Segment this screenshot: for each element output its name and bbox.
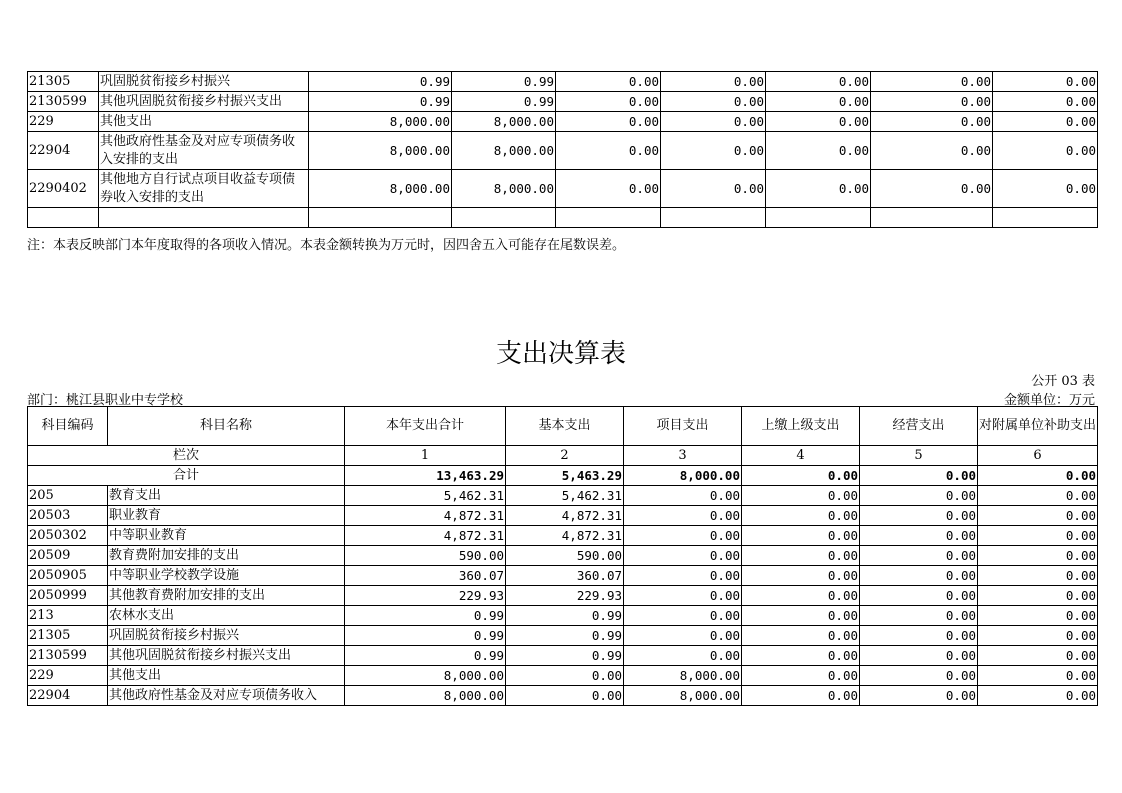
- table-row: [28, 586, 1098, 606]
- amount-cell: 0.00: [624, 546, 742, 566]
- amount-cell: 0.99: [506, 646, 624, 666]
- amount-cell: [556, 208, 661, 228]
- amount-cell: 0.00: [860, 486, 978, 506]
- amount-cell: 0.00: [624, 566, 742, 586]
- amount-cell: 0.00: [556, 132, 661, 170]
- amount-cell: 0.99: [506, 626, 624, 646]
- amount-cell: 0.00: [766, 72, 871, 92]
- total-value: 13,463.29: [345, 466, 506, 486]
- table-row: [28, 606, 1098, 626]
- amount-cell: 0.00: [860, 566, 978, 586]
- amount-unit-label: 金额单位：万元: [1003, 393, 1095, 408]
- amount-cell: 229.93: [506, 586, 624, 606]
- subject-code: 21305: [28, 72, 99, 92]
- table-row: [28, 92, 1098, 112]
- amount-cell: 8,000.00: [452, 132, 556, 170]
- expense-table: [27, 406, 1098, 706]
- amount-cell: 8,000.00: [345, 666, 506, 686]
- amount-cell: 0.00: [860, 526, 978, 546]
- subject-code: 213: [28, 606, 108, 626]
- amount-cell: 0.00: [742, 506, 860, 526]
- amount-cell: [766, 208, 871, 228]
- header-cell: 经营支出: [860, 407, 978, 446]
- total-value: 8,000.00: [624, 466, 742, 486]
- amount-cell: 0.00: [993, 92, 1098, 112]
- table-row: [28, 646, 1098, 666]
- form-number: 公开 03 表: [1031, 374, 1095, 389]
- table-row: [28, 486, 1098, 506]
- amount-cell: 0.00: [742, 566, 860, 586]
- subject-code: 2130599: [28, 92, 99, 112]
- amount-cell: 4,872.31: [506, 526, 624, 546]
- amount-cell: 0.00: [556, 170, 661, 208]
- table-row: [28, 170, 1098, 208]
- amount-cell: 0.00: [871, 72, 993, 92]
- table-row: [28, 112, 1098, 132]
- table-row: [28, 506, 1098, 526]
- expense-header-row: [28, 407, 1098, 446]
- amount-cell: 4,872.31: [345, 506, 506, 526]
- amount-cell: 0.00: [978, 566, 1098, 586]
- amount-cell: 0.00: [506, 666, 624, 686]
- amount-cell: 0.00: [860, 626, 978, 646]
- amount-cell: 0.00: [556, 92, 661, 112]
- amount-cell: 5,462.31: [345, 486, 506, 506]
- amount-cell: 0.00: [506, 686, 624, 706]
- subject-name: 巩固脱贫衔接乡村振兴: [108, 626, 345, 646]
- amount-cell: [661, 208, 766, 228]
- column-number: 2: [506, 446, 624, 466]
- department-label: 部门：桃江县职业中专学校: [27, 393, 184, 408]
- subject-code: 229: [28, 112, 99, 132]
- amount-cell: 0.00: [624, 486, 742, 506]
- table-row: [28, 626, 1098, 646]
- amount-cell: 0.00: [742, 666, 860, 686]
- amount-cell: 0.00: [860, 546, 978, 566]
- amount-cell: 0.00: [556, 72, 661, 92]
- amount-cell: 0.00: [624, 626, 742, 646]
- amount-cell: 0.00: [978, 526, 1098, 546]
- header-cell: 项目支出: [624, 407, 742, 446]
- subject-name: 其他巩固脱贫衔接乡村振兴支出: [99, 92, 309, 112]
- amount-cell: 0.00: [871, 170, 993, 208]
- amount-cell: 0.00: [742, 606, 860, 626]
- amount-cell: 8,000.00: [309, 112, 452, 132]
- amount-cell: 0.00: [661, 72, 766, 92]
- table-row: [28, 686, 1098, 706]
- amount-cell: 360.07: [506, 566, 624, 586]
- table-row: [28, 132, 1098, 170]
- subject-code: 2050999: [28, 586, 108, 606]
- subject-code: 2130599: [28, 646, 108, 666]
- subject-code: 205: [28, 486, 108, 506]
- amount-cell: 8,000.00: [452, 112, 556, 132]
- amount-cell: [452, 208, 556, 228]
- amount-cell: 0.00: [766, 132, 871, 170]
- amount-cell: 0.00: [978, 506, 1098, 526]
- table-row: [28, 666, 1098, 686]
- column-number: 5: [860, 446, 978, 466]
- table-row: [28, 526, 1098, 546]
- amount-cell: 8,000.00: [309, 170, 452, 208]
- amount-cell: 8,000.00: [309, 132, 452, 170]
- subject-code: 20503: [28, 506, 108, 526]
- amount-cell: 0.99: [345, 606, 506, 626]
- page-title: 支出决算表: [495, 339, 626, 369]
- amount-cell: 0.00: [978, 686, 1098, 706]
- total-label: 合计: [28, 466, 345, 486]
- subject-code: 21305: [28, 626, 108, 646]
- amount-cell: 4,872.31: [345, 526, 506, 546]
- table-row: [28, 566, 1098, 586]
- amount-cell: 0.00: [993, 170, 1098, 208]
- amount-cell: [871, 208, 993, 228]
- amount-cell: 0.99: [506, 606, 624, 626]
- amount-cell: 8,000.00: [624, 666, 742, 686]
- amount-cell: 0.00: [661, 170, 766, 208]
- column-number: 1: [345, 446, 506, 466]
- subject-name: 巩固脱贫衔接乡村振兴: [99, 72, 309, 92]
- subject-name: 其他政府性基金及对应专项债务收入: [108, 686, 345, 706]
- amount-cell: 0.00: [978, 646, 1098, 666]
- subject-name: 其他巩固脱贫衔接乡村振兴支出: [108, 646, 345, 666]
- amount-cell: 0.00: [624, 526, 742, 546]
- subject-name: 中等职业学校教学设施: [108, 566, 345, 586]
- table-row: [28, 546, 1098, 566]
- column-index-row: [28, 446, 1098, 466]
- amount-cell: 0.00: [556, 112, 661, 132]
- subject-name: [99, 208, 309, 228]
- amount-cell: 0.99: [345, 646, 506, 666]
- amount-cell: 0.00: [860, 686, 978, 706]
- table-row: [28, 208, 1098, 228]
- amount-cell: 0.00: [661, 92, 766, 112]
- subject-name: 职业教育: [108, 506, 345, 526]
- amount-cell: 0.00: [860, 666, 978, 686]
- column-number: 6: [978, 446, 1098, 466]
- amount-cell: 8,000.00: [624, 686, 742, 706]
- amount-cell: 0.00: [766, 170, 871, 208]
- subject-code: 2050302: [28, 526, 108, 546]
- amount-cell: [993, 208, 1098, 228]
- header-cell: 上缴上级支出: [742, 407, 860, 446]
- amount-cell: 0.00: [742, 546, 860, 566]
- subject-code: 20509: [28, 546, 108, 566]
- amount-cell: 0.00: [661, 132, 766, 170]
- amount-cell: 0.00: [742, 626, 860, 646]
- amount-cell: 0.00: [978, 586, 1098, 606]
- subject-code: 2290402: [28, 170, 99, 208]
- subject-name: 其他教育费附加安排的支出: [108, 586, 345, 606]
- amount-cell: 0.00: [871, 92, 993, 112]
- amount-cell: 0.00: [978, 606, 1098, 626]
- subject-name: 其他支出: [108, 666, 345, 686]
- amount-cell: 229.93: [345, 586, 506, 606]
- total-row: [28, 466, 1098, 486]
- subject-name: 其他政府性基金及对应专项债务收入安排的支出: [99, 132, 309, 170]
- amount-cell: 0.99: [309, 92, 452, 112]
- amount-cell: 8,000.00: [452, 170, 556, 208]
- amount-cell: 0.00: [742, 646, 860, 666]
- amount-cell: 0.00: [993, 132, 1098, 170]
- subject-name: 中等职业教育: [108, 526, 345, 546]
- subject-name: 农林水支出: [108, 606, 345, 626]
- subject-name: 教育费附加安排的支出: [108, 546, 345, 566]
- amount-cell: 0.00: [624, 506, 742, 526]
- amount-cell: 4,872.31: [506, 506, 624, 526]
- amount-cell: 0.00: [624, 586, 742, 606]
- subject-code: 22904: [28, 132, 99, 170]
- subject-code: [28, 208, 99, 228]
- amount-cell: 0.00: [993, 112, 1098, 132]
- subject-code: 2050905: [28, 566, 108, 586]
- amount-cell: 0.00: [742, 586, 860, 606]
- header-cell: 本年支出合计: [345, 407, 506, 446]
- column-number: 4: [742, 446, 860, 466]
- total-value: 0.00: [742, 466, 860, 486]
- subject-name: 其他地方自行试点项目收益专项债券收入安排的支出: [99, 170, 309, 208]
- amount-cell: 0.00: [871, 132, 993, 170]
- amount-cell: 0.00: [860, 606, 978, 626]
- amount-cell: 0.00: [860, 646, 978, 666]
- total-value: 0.00: [860, 466, 978, 486]
- subject-code: 22904: [28, 686, 108, 706]
- amount-cell: [309, 208, 452, 228]
- amount-cell: 0.00: [978, 486, 1098, 506]
- amount-cell: 0.00: [978, 546, 1098, 566]
- amount-cell: 0.00: [978, 666, 1098, 686]
- amount-cell: 0.99: [309, 72, 452, 92]
- subject-name: 其他支出: [99, 112, 309, 132]
- header-cell: 基本支出: [506, 407, 624, 446]
- subject-name: 教育支出: [108, 486, 345, 506]
- amount-cell: 590.00: [345, 546, 506, 566]
- amount-cell: 0.99: [452, 72, 556, 92]
- table-row: [28, 72, 1098, 92]
- header-cell: 科目编码: [28, 407, 108, 446]
- header-cell: 科目名称: [108, 407, 345, 446]
- amount-cell: 0.00: [993, 72, 1098, 92]
- amount-cell: 0.99: [345, 626, 506, 646]
- amount-cell: 0.00: [860, 586, 978, 606]
- income-table-note: 注：本表反映部门本年度取得的各项收入情况。本表金额转换为万元时，因四舍五入可能存在尾数误差。: [27, 238, 626, 253]
- amount-cell: 0.00: [860, 506, 978, 526]
- amount-cell: 360.07: [345, 566, 506, 586]
- amount-cell: 590.00: [506, 546, 624, 566]
- amount-cell: 0.00: [742, 486, 860, 506]
- amount-cell: 0.00: [871, 112, 993, 132]
- amount-cell: 0.00: [978, 626, 1098, 646]
- column-number: 3: [624, 446, 742, 466]
- amount-cell: 0.00: [624, 646, 742, 666]
- subject-code: 229: [28, 666, 108, 686]
- header-cell: 对附属单位补助支出: [978, 407, 1098, 446]
- total-value: 0.00: [978, 466, 1098, 486]
- income-table: [27, 71, 1098, 228]
- amount-cell: 5,462.31: [506, 486, 624, 506]
- amount-cell: 0.00: [766, 112, 871, 132]
- amount-cell: 0.00: [742, 526, 860, 546]
- amount-cell: 0.00: [766, 92, 871, 112]
- total-value: 5,463.29: [506, 466, 624, 486]
- amount-cell: 0.00: [742, 686, 860, 706]
- column-index-label: 栏次: [28, 446, 345, 466]
- amount-cell: 0.00: [624, 606, 742, 626]
- amount-cell: 0.00: [661, 112, 766, 132]
- amount-cell: 8,000.00: [345, 686, 506, 706]
- amount-cell: 0.99: [452, 92, 556, 112]
